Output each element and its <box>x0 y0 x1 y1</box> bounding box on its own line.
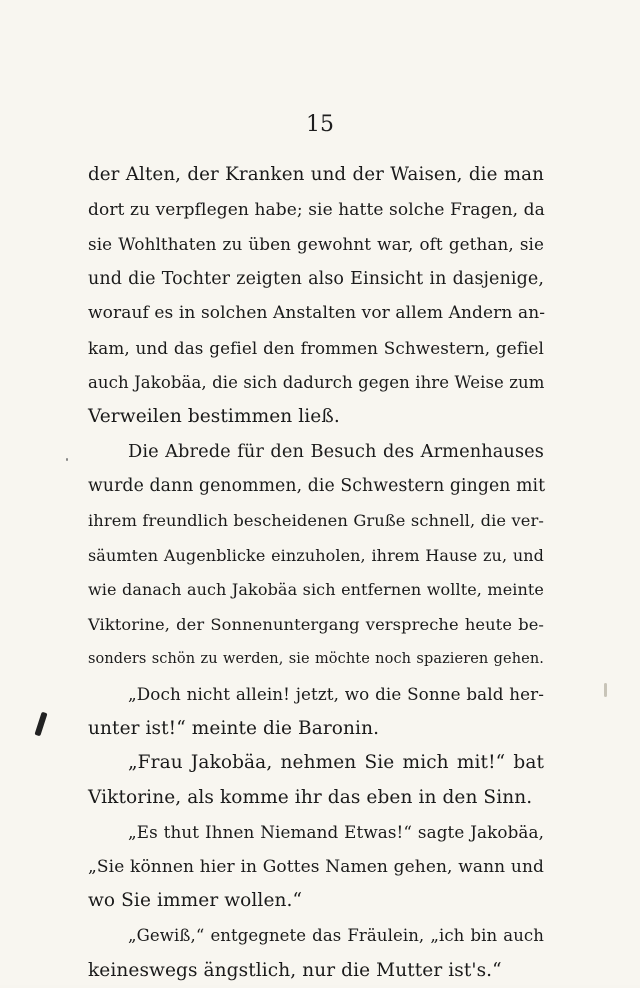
text-line: und die Tochter zeigten also Einsicht in dasjenige, <box>88 268 544 289</box>
text-line: unter ist!“ meinte die Baronin. <box>88 717 380 739</box>
text-line: wo Sie immer wollen.“ <box>88 890 303 912</box>
ink-speck <box>66 458 68 461</box>
paper-mark <box>604 683 607 697</box>
text-line: kam, und das gefiel den frommen Schwestern, gefiel <box>88 337 544 358</box>
text-line: sonders schön zu werden, sie möchte noch spazieren gehen. <box>88 651 544 668</box>
text-line: „Es thut Ihnen Niemand Etwas!“ sagte Jakobäa, <box>128 822 544 843</box>
text-line: auch Jakobäa, die sich dadurch gegen ihre Weise zum <box>88 372 545 392</box>
text-line: dort zu verpflegen habe; sie hatte solche Fragen, da <box>88 199 545 220</box>
text-line: Viktorine, als komme ihr das eben in den Sinn. <box>88 786 533 808</box>
text-line: Die Abrede für den Besuch des Armenhauses <box>128 441 544 462</box>
text-line: säumten Augenblicke einzuholen, ihrem Hause zu, und <box>88 545 544 565</box>
text-line: sie Wohlthaten zu üben gewohnt war, oft gethan, sie <box>88 234 544 255</box>
text-line: wurde dann genommen, die Schwestern gingen mit <box>88 476 546 497</box>
page-number: 15 <box>306 112 334 137</box>
text-line: ihrem freundlich bescheidenen Gruße schnell, die ver- <box>88 510 544 530</box>
text-line: Verweilen bestimmen ließ. <box>88 406 340 428</box>
text-line: „Gewiß,“ entgegnete das Fräulein, „ich bin auch <box>128 926 544 946</box>
ink-blot <box>34 712 47 737</box>
body-text <box>88 158 544 988</box>
text-line: keineswegs ängstlich, nur die Mutter ist's.“ <box>88 959 502 981</box>
text-line: der Alten, der Kranken und der Waisen, die man <box>88 164 544 185</box>
text-line: worauf es in solchen Anstalten vor allem Andern an- <box>88 303 546 324</box>
text-line: Viktorine, der Sonnenuntergang verspreche heute be- <box>88 614 544 634</box>
text-line: „Doch nicht allein! jetzt, wo die Sonne bald her- <box>128 683 544 704</box>
text-line: „Sie können hier in Gottes Namen gehen, wann und <box>88 856 544 877</box>
text-line: „Frau Jakobäa, nehmen Sie mich mit!“ bat <box>128 752 544 774</box>
text-line: wie danach auch Jakobäa sich entfernen wollte, meinte <box>88 580 544 600</box>
